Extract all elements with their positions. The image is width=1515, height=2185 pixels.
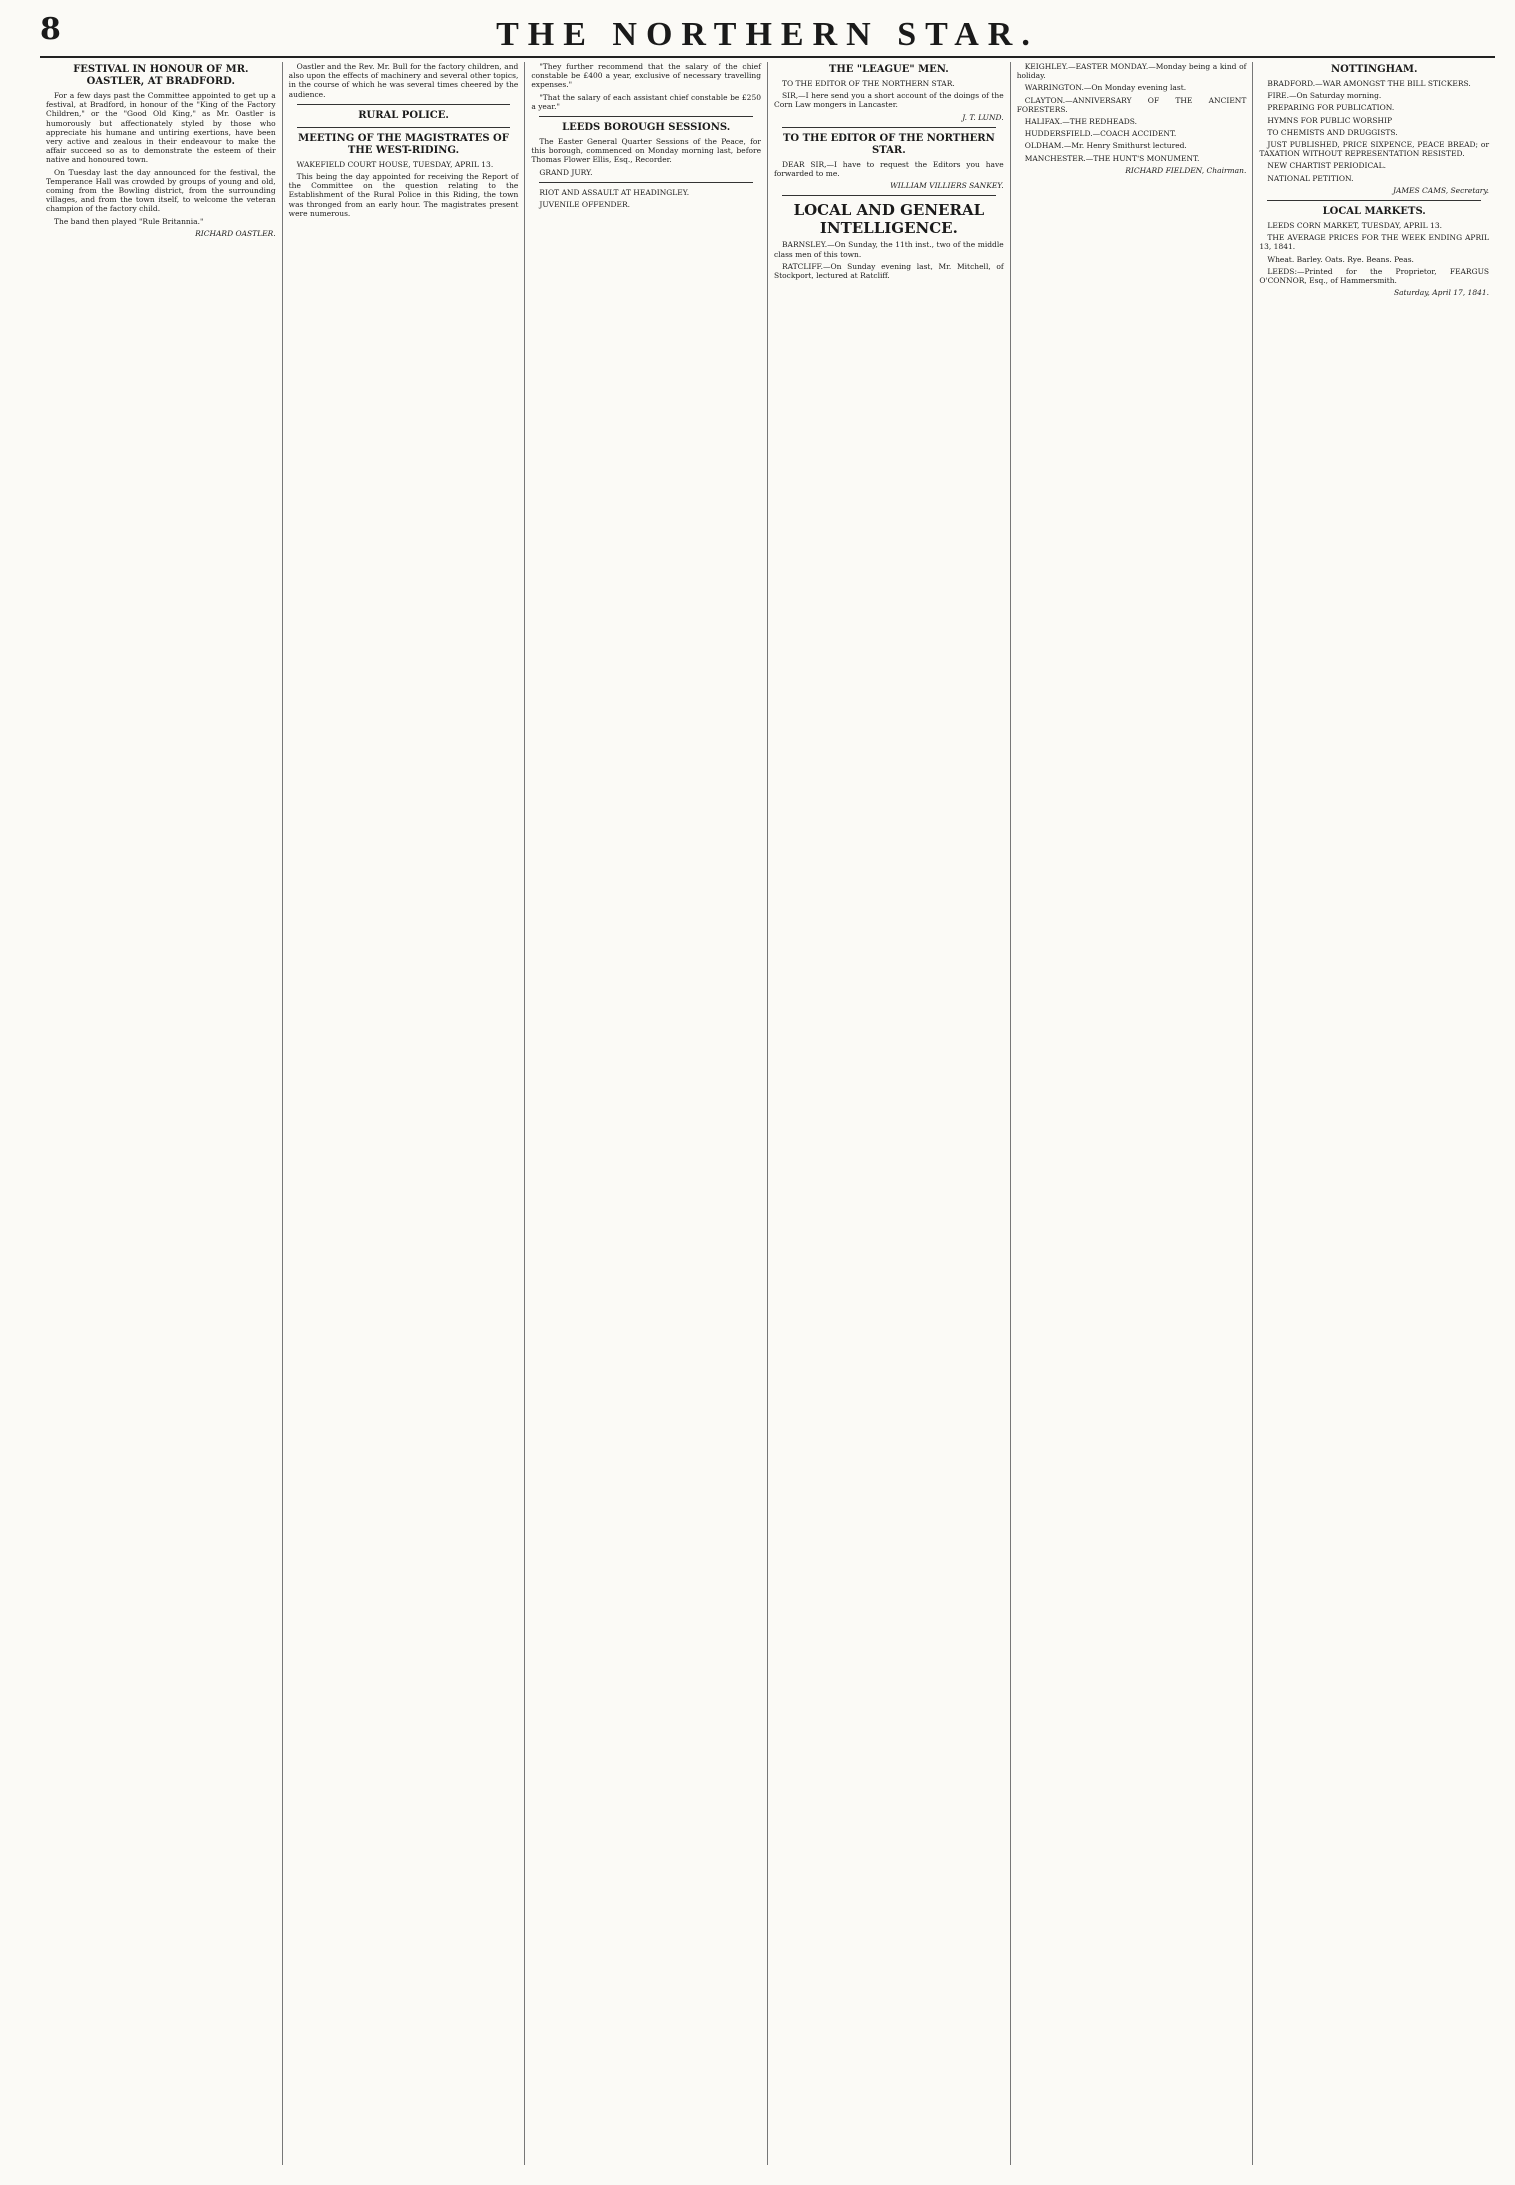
paragraph: MANCHESTER.—THE HUNT'S MONUMENT. <box>1024 153 1200 163</box>
masthead <box>40 12 1495 58</box>
page-number: 8 <box>40 12 61 47</box>
section-heading: NOTTINGHAM. <box>1330 64 1418 75</box>
paragraph: KEIGHLEY.—EASTER MONDAY.—Monday being a kind of holiday. <box>1016 62 1247 81</box>
columns <box>40 62 1495 2165</box>
newspaper-title: THE NORTHERN STAR. <box>496 16 1039 53</box>
column-1 <box>40 62 283 2165</box>
section-heading: THE "LEAGUE" MEN. <box>828 64 949 75</box>
paragraph: BRADFORD.—WAR AMONGST THE BILL STICKERS. <box>1267 79 1471 88</box>
section-heading: MEETING OF THE MAGISTRATES OF THE WEST-RIDING. <box>298 132 509 156</box>
signature: JAMES CAMS, Secretary. <box>1392 185 1490 195</box>
section-heading: TO THE EDITOR OF THE NORTHERN STAR. <box>782 132 995 156</box>
column-2 <box>283 62 526 2165</box>
paragraph: The band then played "Rule Britannia." <box>54 216 204 226</box>
paragraph: Oastler and the Rev. Mr. Bull for the factory children, and also upon the effects of machinery and several other topics, in the course of which he was several times cheered by the audience. <box>288 62 519 99</box>
signature: J. T. LUND. <box>962 112 1004 122</box>
paragraph: THE AVERAGE PRICES FOR THE WEEK ENDING APRIL 13, 1841. <box>1259 233 1490 252</box>
paragraph: BARNSLEY.—On Sunday, the 11th inst., two of the middle class men of this town. <box>774 240 1004 259</box>
signature: RICHARD OASTLER. <box>195 228 276 238</box>
paragraph: Wheat. Barley. Oats. Rye. Beans. Peas. <box>1267 254 1414 264</box>
paragraph: NATIONAL PETITION. <box>1267 173 1354 183</box>
paragraph: CLAYTON.—ANNIVERSARY OF THE ANCIENT FORESTERS. <box>1016 95 1247 114</box>
section-divider <box>297 127 511 128</box>
paragraph: NEW CHARTIST PERIODICAL. <box>1267 161 1386 171</box>
section-heading: LOCAL AND GENERAL INTELLIGENCE. <box>793 201 985 238</box>
section-heading: RURAL POLICE. <box>358 109 449 121</box>
paragraph: "They further recommend that the salary of the chief constable be £400 a year, exclusive of necessary travelling expenses." <box>531 62 762 90</box>
section-heading: LEEDS BOROUGH SESSIONS. <box>562 122 731 134</box>
paragraph: FIRE.—On Saturday morning. <box>1267 91 1382 101</box>
section-divider <box>539 182 753 183</box>
paragraph: WAKEFIELD COURT HOUSE, TUESDAY, APRIL 13. <box>296 159 494 169</box>
section-divider <box>782 127 996 128</box>
column-6 <box>1253 62 1495 2165</box>
section-divider <box>539 116 753 117</box>
paragraph: HYMNS FOR PUBLIC WORSHIP <box>1267 115 1393 125</box>
paragraph: TO CHEMISTS AND DRUGGISTS. <box>1267 127 1398 137</box>
paragraph: JUST PUBLISHED, PRICE SIXPENCE, PEACE BREAD; or TAXATION WITHOUT REPRESENTATION RESISTED. <box>1259 140 1490 159</box>
paragraph: HALIFAX.—THE REDHEADS. <box>1024 117 1138 127</box>
section-divider <box>782 195 996 196</box>
paragraph: On Tuesday last the day announced for the festival, the Temperance Hall was crowded by groups of young and old, coming from the Bowling district, from the surrounding villages, and from the town itself, to welcome the veteran champion of the factory child. <box>46 167 276 214</box>
paragraph: GRAND JURY. <box>539 167 593 177</box>
paragraph: HUDDERSFIELD.—COACH ACCIDENT. <box>1024 129 1177 139</box>
paragraph: WARRINGTON.—On Monday evening last. <box>1024 83 1187 93</box>
section-heading: LOCAL MARKETS. <box>1322 206 1426 218</box>
paragraph: OLDHAM.—Mr. Henry Smithurst lectured. <box>1024 141 1187 151</box>
paragraph: RIOT AND ASSAULT AT HEADINGLEY. <box>539 187 690 197</box>
paragraph: This being the day appointed for receiving the Report of the Committee on the question relating to the Establishment of the Rural Police in this Riding, the town was thronged from an early hour. The magistrates present were numerous. <box>288 172 519 218</box>
paragraph: "That the salary of each assistant chief constable be £250 a year." <box>531 92 762 111</box>
paragraph: PREPARING FOR PUBLICATION. <box>1267 103 1395 113</box>
paragraph: SIR,—I here send you a short account of the doings of the Corn Law mongers in Lancaster. <box>774 91 1004 110</box>
column-3 <box>525 62 768 2165</box>
signature: Saturday, April 17, 1841. <box>1393 288 1490 298</box>
paragraph: JUVENILE OFFENDER. <box>539 200 631 210</box>
signature: WILLIAM VILLIERS SANKEY. <box>890 181 1004 191</box>
paragraph: LEEDS CORN MARKET, TUESDAY, APRIL 13. <box>1267 221 1442 231</box>
signature: RICHARD FIELDEN, Chairman. <box>1125 165 1247 175</box>
paragraph: RATCLIFF.—On Sunday evening last, Mr. Mitchell, of Stockport, lectured at Ratcliff. <box>774 261 1004 281</box>
section-divider <box>297 104 511 105</box>
paragraph: DEAR SIR,—I have to request the Editors you have forwarded to me. <box>774 159 1004 179</box>
paragraph: LEEDS:—Printed for the Proprietor, FEARGUS O'CONNOR, Esq., of Hammersmith. <box>1259 266 1490 286</box>
column-5 <box>1011 62 1254 2165</box>
column-4 <box>768 62 1011 2165</box>
paragraph: For a few days past the Committee appointed to get up a festival, at Bradford, in honour of the "King of the Factory Children," or the "Good Old King," as Mr. Oastler is humorously but affectionately styled by those who appreciate his humane and untiring exertions, have been very active and zealous in their endeavour to make the affair succeed so as to demonstrate the esteem of their native and honoured town. <box>46 91 276 165</box>
section-divider <box>1267 200 1481 201</box>
paragraph: The Easter General Quarter Sessions of the Peace, for this borough, commenced on Monday morning last, before Thomas Flower Ellis, Esq., Recorder. <box>531 137 762 165</box>
section-heading: FESTIVAL IN HONOUR OF MR. OASTLER, AT BRADFORD. <box>73 64 249 87</box>
paragraph: TO THE EDITOR OF THE NORTHERN STAR. <box>782 79 955 88</box>
